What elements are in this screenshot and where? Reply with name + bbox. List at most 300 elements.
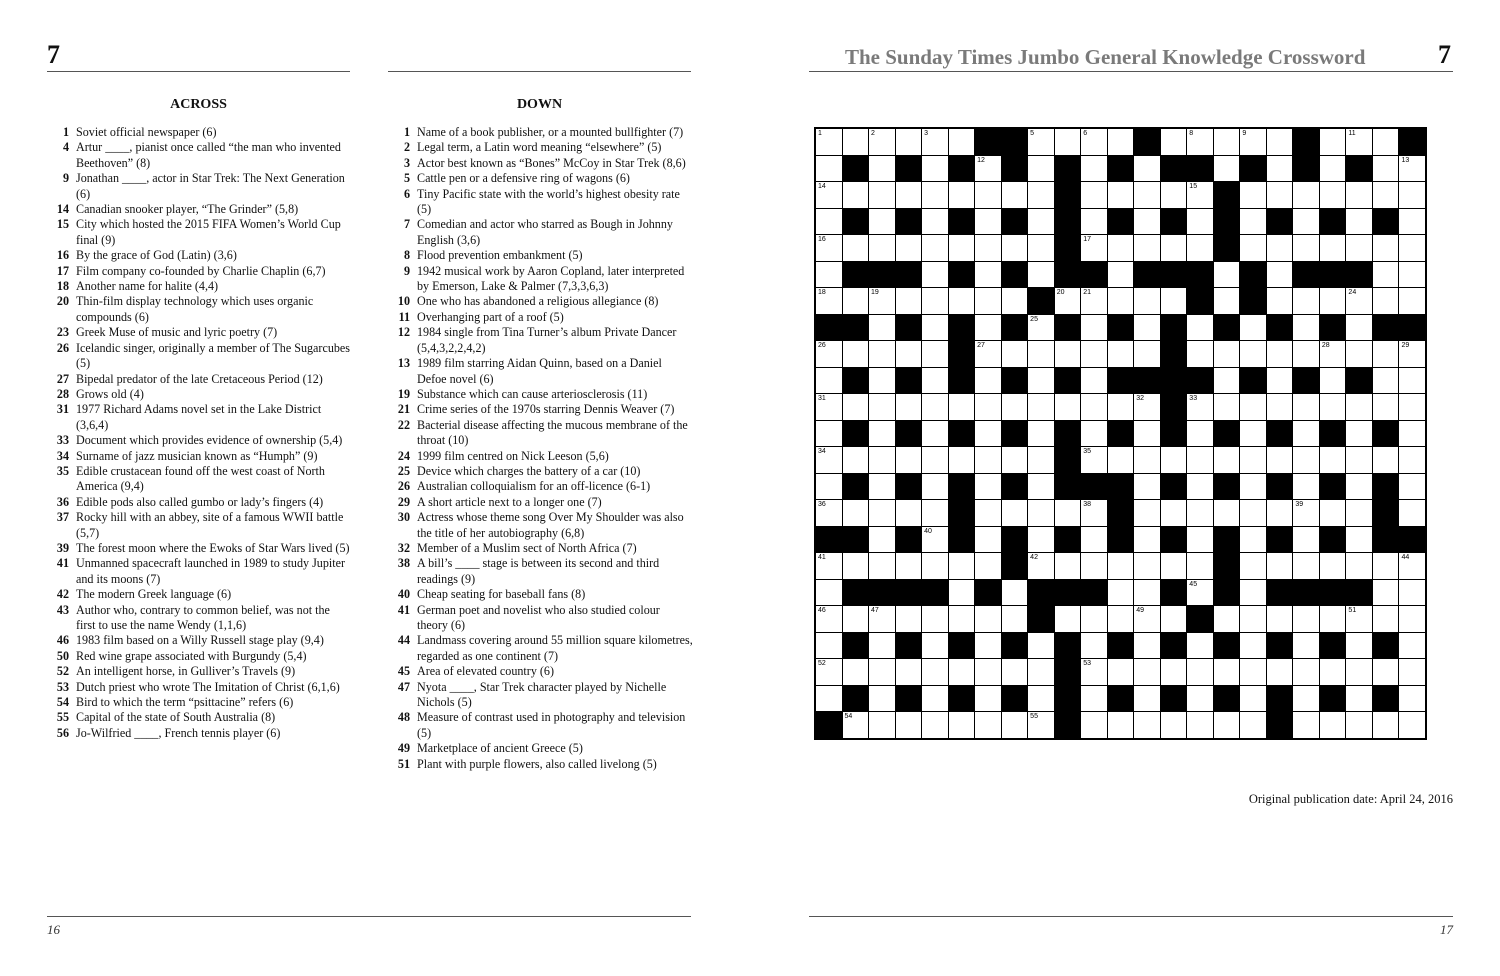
grid-cell[interactable] (816, 659, 842, 685)
grid-cell[interactable] (922, 500, 948, 526)
grid-cell[interactable] (1002, 606, 1028, 632)
grid-cell[interactable] (1399, 686, 1425, 712)
grid-cell[interactable] (1134, 315, 1160, 341)
grid-cell[interactable] (1161, 182, 1187, 208)
grid-cell[interactable] (816, 500, 842, 526)
grid-cell[interactable] (816, 129, 842, 155)
grid-cell[interactable] (816, 474, 842, 500)
grid-cell[interactable] (843, 447, 869, 473)
grid-cell[interactable] (1293, 633, 1319, 659)
grid-cell[interactable] (1134, 447, 1160, 473)
grid-cell[interactable] (816, 633, 842, 659)
grid-cell[interactable] (1373, 341, 1399, 367)
grid-cell[interactable] (1373, 288, 1399, 314)
grid-cell[interactable] (1240, 182, 1266, 208)
grid-cell[interactable] (1002, 288, 1028, 314)
grid-cell[interactable] (1187, 500, 1213, 526)
grid-cell[interactable] (869, 368, 895, 394)
grid-cell[interactable] (922, 315, 948, 341)
grid-cell[interactable] (1320, 156, 1346, 182)
grid-cell[interactable] (975, 156, 1001, 182)
grid-cell[interactable] (1187, 633, 1213, 659)
grid-cell[interactable] (922, 341, 948, 367)
grid-cell[interactable] (1240, 686, 1266, 712)
grid-cell[interactable] (1108, 341, 1134, 367)
grid-cell[interactable] (843, 129, 869, 155)
grid-cell[interactable] (949, 712, 975, 738)
grid-cell[interactable] (1108, 129, 1134, 155)
grid-cell[interactable] (1399, 156, 1425, 182)
grid-cell[interactable] (1399, 659, 1425, 685)
grid-cell[interactable] (949, 447, 975, 473)
grid-cell[interactable] (1161, 129, 1187, 155)
grid-cell[interactable] (975, 712, 1001, 738)
grid-cell[interactable] (1346, 686, 1372, 712)
grid-cell[interactable] (843, 606, 869, 632)
grid-cell[interactable] (922, 712, 948, 738)
grid-cell[interactable] (1346, 129, 1372, 155)
grid-cell[interactable] (1399, 262, 1425, 288)
grid-cell[interactable] (1373, 553, 1399, 579)
grid-cell[interactable] (1081, 394, 1107, 420)
grid-cell[interactable] (975, 182, 1001, 208)
grid-cell[interactable] (1028, 129, 1054, 155)
grid-cell[interactable] (869, 553, 895, 579)
grid-cell[interactable] (1187, 315, 1213, 341)
grid-cell[interactable] (1267, 262, 1293, 288)
grid-cell[interactable] (1346, 288, 1372, 314)
grid-cell[interactable] (1134, 394, 1160, 420)
grid-cell[interactable] (922, 156, 948, 182)
grid-cell[interactable] (975, 394, 1001, 420)
grid-cell[interactable] (869, 182, 895, 208)
grid-cell[interactable] (1293, 527, 1319, 553)
grid-cell[interactable] (1214, 606, 1240, 632)
grid-cell[interactable] (1134, 553, 1160, 579)
grid-cell[interactable] (1055, 553, 1081, 579)
grid-cell[interactable] (1320, 447, 1346, 473)
grid-cell[interactable] (1081, 235, 1107, 261)
grid-cell[interactable] (922, 262, 948, 288)
grid-cell[interactable] (1028, 182, 1054, 208)
grid-cell[interactable] (896, 235, 922, 261)
grid-cell[interactable] (1081, 527, 1107, 553)
grid-cell[interactable] (1161, 288, 1187, 314)
grid-cell[interactable] (1373, 659, 1399, 685)
grid-cell[interactable] (1373, 394, 1399, 420)
grid-cell[interactable] (816, 447, 842, 473)
grid-cell[interactable] (1346, 500, 1372, 526)
grid-cell[interactable] (1346, 421, 1372, 447)
grid-cell[interactable] (1399, 209, 1425, 235)
grid-cell[interactable] (1028, 341, 1054, 367)
grid-cell[interactable] (1081, 368, 1107, 394)
grid-cell[interactable] (869, 633, 895, 659)
grid-cell[interactable] (1081, 606, 1107, 632)
grid-cell[interactable] (1028, 368, 1054, 394)
grid-cell[interactable] (1293, 606, 1319, 632)
grid-cell[interactable] (1134, 341, 1160, 367)
grid-cell[interactable] (869, 315, 895, 341)
grid-cell[interactable] (1187, 209, 1213, 235)
grid-cell[interactable] (1028, 553, 1054, 579)
grid-cell[interactable] (1108, 235, 1134, 261)
grid-cell[interactable] (1028, 527, 1054, 553)
grid-cell[interactable] (1108, 659, 1134, 685)
grid-cell[interactable] (1293, 341, 1319, 367)
grid-cell[interactable] (975, 474, 1001, 500)
grid-cell[interactable] (1373, 156, 1399, 182)
grid-cell[interactable] (1214, 129, 1240, 155)
grid-cell[interactable] (922, 182, 948, 208)
grid-cell[interactable] (869, 341, 895, 367)
grid-cell[interactable] (922, 447, 948, 473)
grid-cell[interactable] (1373, 262, 1399, 288)
grid-cell[interactable] (1134, 209, 1160, 235)
grid-cell[interactable] (1346, 447, 1372, 473)
grid-cell[interactable] (1002, 235, 1028, 261)
grid-cell[interactable] (1373, 129, 1399, 155)
grid-cell[interactable] (1240, 633, 1266, 659)
grid-cell[interactable] (1293, 315, 1319, 341)
grid-cell[interactable] (1187, 580, 1213, 606)
grid-cell[interactable] (843, 500, 869, 526)
grid-cell[interactable] (1161, 659, 1187, 685)
grid-cell[interactable] (869, 288, 895, 314)
grid-cell[interactable] (922, 129, 948, 155)
grid-cell[interactable] (1108, 288, 1134, 314)
grid-cell[interactable] (1134, 580, 1160, 606)
grid-cell[interactable] (1293, 182, 1319, 208)
grid-cell[interactable] (1373, 580, 1399, 606)
grid-cell[interactable] (1161, 606, 1187, 632)
grid-cell[interactable] (1346, 182, 1372, 208)
grid-cell[interactable] (896, 394, 922, 420)
grid-cell[interactable] (1399, 421, 1425, 447)
grid-cell[interactable] (1293, 500, 1319, 526)
grid-cell[interactable] (1081, 288, 1107, 314)
grid-cell[interactable] (975, 686, 1001, 712)
grid-cell[interactable] (975, 262, 1001, 288)
grid-cell[interactable] (816, 394, 842, 420)
grid-cell[interactable] (949, 129, 975, 155)
grid-cell[interactable] (1028, 394, 1054, 420)
grid-cell[interactable] (1240, 447, 1266, 473)
grid-cell[interactable] (975, 659, 1001, 685)
grid-cell[interactable] (1134, 712, 1160, 738)
grid-cell[interactable] (1293, 659, 1319, 685)
grid-cell[interactable] (1002, 712, 1028, 738)
grid-cell[interactable] (869, 129, 895, 155)
grid-cell[interactable] (816, 686, 842, 712)
grid-cell[interactable] (1293, 553, 1319, 579)
grid-cell[interactable] (1028, 500, 1054, 526)
grid-cell[interactable] (1055, 129, 1081, 155)
grid-cell[interactable] (975, 633, 1001, 659)
grid-cell[interactable] (1267, 288, 1293, 314)
grid-cell[interactable] (1108, 553, 1134, 579)
grid-cell[interactable] (1399, 288, 1425, 314)
grid-cell[interactable] (816, 156, 842, 182)
grid-cell[interactable] (922, 659, 948, 685)
grid-cell[interactable] (922, 235, 948, 261)
grid-cell[interactable] (1187, 182, 1213, 208)
grid-cell[interactable] (1346, 474, 1372, 500)
grid-cell[interactable] (896, 712, 922, 738)
grid-cell[interactable] (1320, 368, 1346, 394)
grid-cell[interactable] (1240, 421, 1266, 447)
grid-cell[interactable] (1240, 394, 1266, 420)
grid-cell[interactable] (896, 447, 922, 473)
grid-cell[interactable] (1028, 712, 1054, 738)
grid-cell[interactable] (1240, 209, 1266, 235)
grid-cell[interactable] (1214, 712, 1240, 738)
grid-cell[interactable] (1267, 341, 1293, 367)
grid-cell[interactable] (1267, 182, 1293, 208)
grid-cell[interactable] (816, 288, 842, 314)
grid-cell[interactable] (1293, 686, 1319, 712)
grid-cell[interactable] (1399, 368, 1425, 394)
grid-cell[interactable] (843, 288, 869, 314)
grid-cell[interactable] (1161, 712, 1187, 738)
grid-cell[interactable] (1399, 235, 1425, 261)
grid-cell[interactable] (896, 500, 922, 526)
grid-cell[interactable] (843, 394, 869, 420)
grid-cell[interactable] (1187, 394, 1213, 420)
grid-cell[interactable] (869, 447, 895, 473)
grid-cell[interactable] (1320, 394, 1346, 420)
grid-cell[interactable] (1134, 527, 1160, 553)
grid-cell[interactable] (869, 235, 895, 261)
grid-cell[interactable] (1240, 341, 1266, 367)
grid-cell[interactable] (896, 129, 922, 155)
grid-cell[interactable] (1134, 421, 1160, 447)
grid-cell[interactable] (1134, 474, 1160, 500)
grid-cell[interactable] (1346, 315, 1372, 341)
grid-cell[interactable] (1134, 156, 1160, 182)
grid-cell[interactable] (1187, 527, 1213, 553)
grid-cell[interactable] (816, 421, 842, 447)
grid-cell[interactable] (1214, 659, 1240, 685)
grid-cell[interactable] (922, 394, 948, 420)
grid-cell[interactable] (1399, 447, 1425, 473)
grid-cell[interactable] (1240, 553, 1266, 579)
grid-cell[interactable] (1214, 500, 1240, 526)
grid-cell[interactable] (1187, 447, 1213, 473)
grid-cell[interactable] (1028, 474, 1054, 500)
grid-cell[interactable] (975, 447, 1001, 473)
grid-cell[interactable] (1108, 712, 1134, 738)
grid-cell[interactable] (869, 712, 895, 738)
grid-cell[interactable] (1028, 447, 1054, 473)
grid-cell[interactable] (1002, 580, 1028, 606)
grid-cell[interactable] (1081, 421, 1107, 447)
grid-cell[interactable] (843, 235, 869, 261)
grid-cell[interactable] (1214, 368, 1240, 394)
grid-cell[interactable] (1108, 580, 1134, 606)
grid-cell[interactable] (1346, 527, 1372, 553)
grid-cell[interactable] (1081, 500, 1107, 526)
grid-cell[interactable] (975, 209, 1001, 235)
grid-cell[interactable] (1134, 182, 1160, 208)
grid-cell[interactable] (816, 606, 842, 632)
grid-cell[interactable] (1002, 341, 1028, 367)
grid-cell[interactable] (1055, 500, 1081, 526)
grid-cell[interactable] (1108, 182, 1134, 208)
grid-cell[interactable] (949, 606, 975, 632)
grid-cell[interactable] (1187, 659, 1213, 685)
grid-cell[interactable] (949, 659, 975, 685)
grid-cell[interactable] (1002, 659, 1028, 685)
grid-cell[interactable] (1320, 288, 1346, 314)
grid-cell[interactable] (1240, 315, 1266, 341)
grid-cell[interactable] (1187, 421, 1213, 447)
grid-cell[interactable] (1134, 235, 1160, 261)
grid-cell[interactable] (869, 209, 895, 235)
grid-cell[interactable] (1267, 500, 1293, 526)
grid-cell[interactable] (1293, 394, 1319, 420)
grid-cell[interactable] (1399, 182, 1425, 208)
grid-cell[interactable] (1134, 659, 1160, 685)
grid-cell[interactable] (1214, 156, 1240, 182)
grid-cell[interactable] (896, 659, 922, 685)
grid-cell[interactable] (922, 553, 948, 579)
grid-cell[interactable] (1346, 606, 1372, 632)
grid-cell[interactable] (1187, 712, 1213, 738)
grid-cell[interactable] (1267, 368, 1293, 394)
grid-cell[interactable] (816, 209, 842, 235)
grid-cell[interactable] (975, 606, 1001, 632)
grid-cell[interactable] (1028, 421, 1054, 447)
grid-cell[interactable] (922, 606, 948, 632)
grid-cell[interactable] (1373, 368, 1399, 394)
grid-cell[interactable] (1346, 394, 1372, 420)
grid-cell[interactable] (1055, 288, 1081, 314)
grid-cell[interactable] (1028, 156, 1054, 182)
grid-cell[interactable] (1399, 341, 1425, 367)
grid-cell[interactable] (922, 633, 948, 659)
grid-cell[interactable] (1399, 474, 1425, 500)
grid-cell[interactable] (1214, 288, 1240, 314)
grid-cell[interactable] (1081, 447, 1107, 473)
grid-cell[interactable] (1108, 394, 1134, 420)
grid-cell[interactable] (816, 553, 842, 579)
grid-cell[interactable] (1134, 606, 1160, 632)
grid-cell[interactable] (1373, 235, 1399, 261)
grid-cell[interactable] (949, 182, 975, 208)
grid-cell[interactable] (1240, 606, 1266, 632)
grid-cell[interactable] (843, 553, 869, 579)
grid-cell[interactable] (896, 606, 922, 632)
grid-cell[interactable] (869, 394, 895, 420)
grid-cell[interactable] (1399, 394, 1425, 420)
grid-cell[interactable] (1373, 447, 1399, 473)
grid-cell[interactable] (975, 315, 1001, 341)
grid-cell[interactable] (922, 209, 948, 235)
grid-cell[interactable] (1081, 553, 1107, 579)
grid-cell[interactable] (1187, 553, 1213, 579)
grid-cell[interactable] (1108, 606, 1134, 632)
grid-cell[interactable] (975, 368, 1001, 394)
grid-cell[interactable] (896, 288, 922, 314)
grid-cell[interactable] (975, 500, 1001, 526)
grid-cell[interactable] (816, 262, 842, 288)
grid-cell[interactable] (1214, 262, 1240, 288)
grid-cell[interactable] (1399, 606, 1425, 632)
grid-cell[interactable] (1214, 394, 1240, 420)
grid-cell[interactable] (1346, 633, 1372, 659)
grid-cell[interactable] (1081, 341, 1107, 367)
grid-cell[interactable] (1267, 553, 1293, 579)
grid-cell[interactable] (1002, 447, 1028, 473)
grid-cell[interactable] (1373, 606, 1399, 632)
grid-cell[interactable] (1081, 182, 1107, 208)
grid-cell[interactable] (1214, 341, 1240, 367)
grid-cell[interactable] (949, 580, 975, 606)
grid-cell[interactable] (1320, 129, 1346, 155)
grid-cell[interactable] (1028, 262, 1054, 288)
grid-cell[interactable] (1267, 394, 1293, 420)
grid-cell[interactable] (1108, 447, 1134, 473)
grid-cell[interactable] (975, 553, 1001, 579)
grid-cell[interactable] (1240, 580, 1266, 606)
grid-cell[interactable] (1346, 235, 1372, 261)
grid-cell[interactable] (1240, 129, 1266, 155)
grid-cell[interactable] (1161, 553, 1187, 579)
grid-cell[interactable] (1320, 341, 1346, 367)
grid-cell[interactable] (1187, 474, 1213, 500)
grid-cell[interactable] (1373, 712, 1399, 738)
grid-cell[interactable] (1399, 553, 1425, 579)
grid-cell[interactable] (1293, 209, 1319, 235)
grid-cell[interactable] (1081, 633, 1107, 659)
grid-cell[interactable] (922, 686, 948, 712)
grid-cell[interactable] (922, 527, 948, 553)
grid-cell[interactable] (1081, 129, 1107, 155)
grid-cell[interactable] (896, 182, 922, 208)
grid-cell[interactable] (1028, 686, 1054, 712)
grid-cell[interactable] (1267, 606, 1293, 632)
grid-cell[interactable] (816, 368, 842, 394)
grid-cell[interactable] (1187, 686, 1213, 712)
grid-cell[interactable] (1161, 500, 1187, 526)
grid-cell[interactable] (869, 527, 895, 553)
grid-cell[interactable] (1187, 129, 1213, 155)
grid-cell[interactable] (975, 288, 1001, 314)
grid-cell[interactable] (949, 235, 975, 261)
grid-cell[interactable] (1346, 553, 1372, 579)
grid-cell[interactable] (1187, 341, 1213, 367)
grid-cell[interactable] (922, 421, 948, 447)
grid-cell[interactable] (1028, 235, 1054, 261)
grid-cell[interactable] (1373, 182, 1399, 208)
grid-cell[interactable] (1293, 288, 1319, 314)
grid-cell[interactable] (1267, 659, 1293, 685)
grid-cell[interactable] (975, 235, 1001, 261)
grid-cell[interactable] (1267, 447, 1293, 473)
grid-cell[interactable] (816, 341, 842, 367)
grid-cell[interactable] (1214, 447, 1240, 473)
grid-cell[interactable] (1028, 659, 1054, 685)
grid-cell[interactable] (1081, 209, 1107, 235)
grid-cell[interactable] (1240, 527, 1266, 553)
grid-cell[interactable] (1267, 235, 1293, 261)
grid-cell[interactable] (1055, 341, 1081, 367)
grid-cell[interactable] (816, 580, 842, 606)
grid-cell[interactable] (922, 368, 948, 394)
grid-cell[interactable] (1161, 447, 1187, 473)
grid-cell[interactable] (1293, 421, 1319, 447)
